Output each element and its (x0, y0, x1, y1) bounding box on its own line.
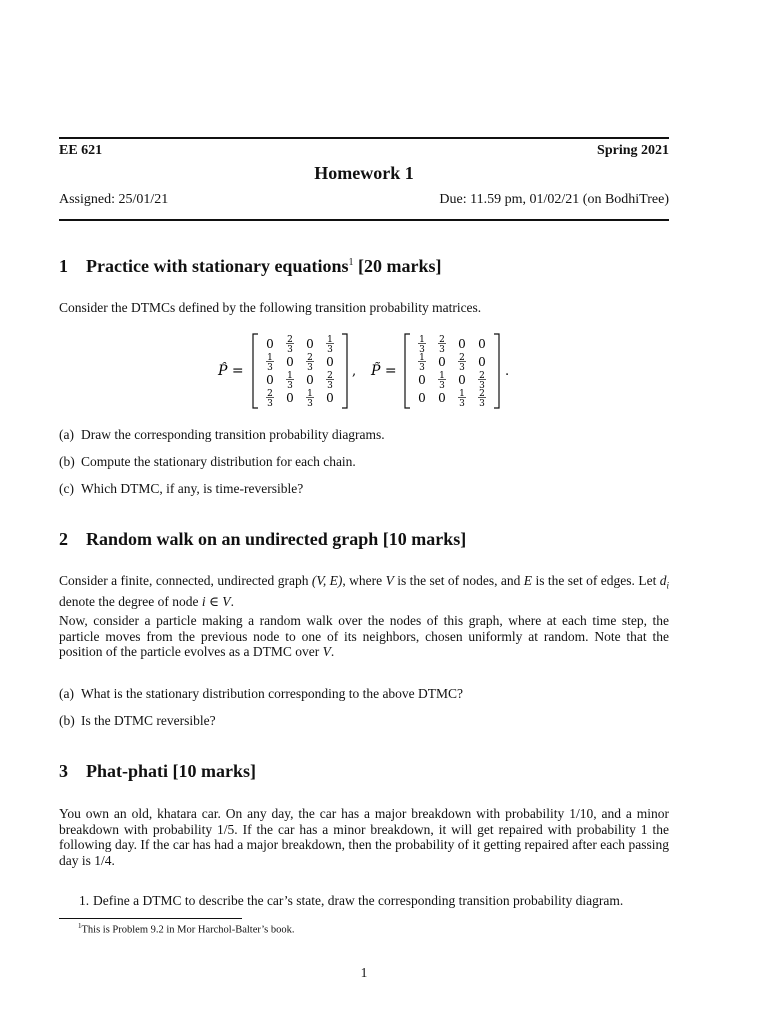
math-sub-i: i (666, 580, 669, 591)
page-number: 1 (360, 965, 368, 980)
section-title: Phat-phati [10 marks] (86, 761, 256, 781)
matrix-comma: , (352, 364, 357, 379)
entry: 0 (438, 391, 446, 405)
matrix-hat-cell (286, 355, 294, 369)
matrix-tilde-cell (478, 371, 486, 391)
denominator: 3 (307, 363, 313, 373)
denominator: 3 (327, 345, 333, 355)
footnote-mark: 1 (78, 922, 82, 930)
matrix-hat-cell (286, 371, 294, 391)
footnote (78, 922, 295, 936)
numerator: 1 (287, 371, 293, 381)
entry: 0 (266, 373, 274, 387)
denominator: 3 (479, 381, 485, 391)
section-3-heading (59, 761, 256, 782)
matrix-tilde-cell (418, 353, 426, 373)
math-d: d (659, 573, 667, 588)
matrix-hat-cell (306, 353, 314, 373)
matrix-tilde-cell (418, 391, 426, 405)
matrix-tilde-cell (458, 337, 466, 351)
denominator: 3 (419, 363, 425, 373)
math-v: V (385, 573, 394, 588)
section-1-heading (59, 256, 441, 277)
section-3-item-1 (79, 893, 623, 909)
entry: 0 (286, 355, 294, 369)
page-title: Homework 1 (314, 163, 414, 183)
matrix-tilde-cell (458, 373, 466, 387)
matrix-tilde-cell (438, 391, 446, 405)
math-v: V (322, 644, 331, 659)
course-code: EE 621 (59, 143, 103, 158)
matrix-tilde-cell (458, 353, 466, 373)
matrix-hat-cell (326, 335, 334, 355)
item-label: (c) (59, 481, 74, 496)
matrix-hat-cell (266, 389, 274, 409)
section-1-intro: Consider the DTMCs defined by the following transition probability matrices. (59, 300, 482, 315)
matrix-tilde-left-bracket (405, 334, 410, 408)
item-label: (a) (59, 686, 74, 701)
denominator: 3 (307, 399, 313, 409)
footnote-rule (59, 918, 242, 919)
matrix-hat-cell (326, 355, 334, 369)
numerator: 2 (267, 389, 273, 399)
entry: 0 (326, 355, 334, 369)
denominator: 3 (287, 381, 293, 391)
entry: 0 (418, 373, 426, 387)
item-label: (a) (59, 427, 74, 442)
due-date: Due: 11.59 pm, 01/02/21 (on BodhiTree) (439, 192, 669, 207)
matrix-hat (266, 335, 334, 409)
item-text: Define a DTMC to describe the car’s state, draw the corresponding transition probability diagram. (93, 893, 624, 908)
matrix-tilde-cell (458, 389, 466, 409)
text-run: . (330, 644, 335, 659)
matrix-tilde-cell (438, 335, 446, 355)
section-number: 3 (59, 761, 68, 781)
denominator: 3 (267, 399, 273, 409)
section-2-para-2 (59, 613, 669, 660)
section-number: 2 (59, 529, 68, 549)
denominator: 3 (439, 345, 445, 355)
matrix-hat-cell (306, 373, 314, 387)
section-marks: [20 marks] (357, 256, 442, 276)
matrix-tilde-cell (438, 371, 446, 391)
entry: 0 (326, 391, 334, 405)
numerator: 1 (419, 335, 425, 345)
numerator: 2 (479, 371, 485, 381)
entry: 0 (438, 355, 446, 369)
matrix-tilde-cell (478, 389, 486, 409)
entry: 0 (478, 355, 486, 369)
entry: 0 (458, 337, 466, 351)
matrix-hat-label: P̂ = (218, 363, 244, 379)
matrix-hat-left-bracket (253, 334, 258, 408)
numerator: 2 (327, 371, 333, 381)
numerator: 2 (287, 335, 293, 345)
item-label: (b) (59, 713, 75, 728)
entry: 0 (286, 391, 294, 405)
matrix-hat-cell (266, 373, 274, 387)
entry: 0 (478, 337, 486, 351)
section-1-item-b (59, 454, 356, 470)
numerator: 1 (459, 389, 465, 399)
section-2-para-1 (59, 573, 669, 610)
text-run: . (230, 594, 234, 610)
matrix-hat-right-bracket (342, 334, 347, 408)
item-label: (b) (59, 454, 75, 469)
matrix-hat-cell (286, 335, 294, 355)
denominator: 3 (459, 363, 465, 373)
section-2-item-b (59, 713, 216, 729)
numerator: 2 (459, 353, 465, 363)
numerator: 2 (439, 335, 445, 345)
math-e: E (523, 573, 533, 588)
math-graph: (V, E) (311, 573, 343, 588)
footnote-text: This is Problem 9.2 in Mor Harchol-Balter’s book. (81, 924, 295, 936)
item-text: What is the stationary distribution corresponding to the above DTMC? (81, 686, 464, 701)
item-text: Is the DTMC reversible? (81, 713, 216, 728)
section-1-item-c (59, 481, 303, 497)
numerator: 1 (419, 353, 425, 363)
matrix-tilde-cell (478, 337, 486, 351)
matrix-tilde-cell (478, 355, 486, 369)
item-text: Draw the corresponding transition probability diagrams. (81, 427, 385, 442)
denominator: 3 (327, 381, 333, 391)
entry: 0 (458, 373, 466, 387)
matrix-period: . (505, 364, 510, 379)
numerator: 2 (307, 353, 313, 363)
matrix-tilde-label: P̃ = (371, 363, 397, 379)
term: Spring 2021 (597, 143, 669, 158)
item-label: 1. (79, 893, 90, 908)
entry: 0 (266, 337, 274, 351)
matrix-tilde-right-bracket (494, 334, 499, 408)
section-3-para: You own an old, khatara car. On any day, the car has a major breakdown with probability 1/10, and a minor breakdown with probability 1/5. If the car has a minor breakdown, it will get repaired with probability 1 the following day. If the car has had a major breakdown, then the probability of it getting repaired after each passing day is 1/4. (59, 806, 669, 868)
matrix-hat-cell (266, 337, 274, 351)
denominator: 3 (459, 399, 465, 409)
item-text: Which DTMC, if any, is time-reversible? (81, 481, 304, 496)
numerator: 1 (439, 371, 445, 381)
numerator: 2 (479, 389, 485, 399)
text-run: denote the degree of node (59, 594, 202, 610)
text-run: Now, consider a particle making a random walk over the nodes of this graph, where at each time step, the particle moves from the previous node to one of its neighbors, chosen uniformly at random. Note that the position of the particle evolves as a DTMC over (59, 613, 669, 659)
matrices (200, 330, 540, 412)
section-2-heading (59, 529, 466, 550)
matrix-tilde (418, 335, 486, 409)
item-text: Compute the stationary distribution for each chain. (81, 454, 356, 469)
section-1-item-a (59, 427, 385, 443)
denominator: 3 (287, 345, 293, 355)
section-number: 1 (59, 256, 68, 276)
denominator: 3 (419, 345, 425, 355)
matrix-tilde-cell (418, 373, 426, 387)
matrix-hat-cell (286, 391, 294, 405)
entry: 0 (306, 337, 314, 351)
section-2-item-a (59, 686, 463, 702)
matrix-hat-cell (306, 389, 314, 409)
matrix-tilde-cell (438, 355, 446, 369)
matrix-hat-cell (266, 353, 274, 373)
header-bottom-rule (59, 219, 669, 221)
denominator: 3 (267, 363, 273, 373)
numerator: 1 (267, 353, 273, 363)
matrix-hat-cell (306, 337, 314, 351)
numerator: 1 (327, 335, 333, 345)
entry: 0 (418, 391, 426, 405)
denominator: 3 (439, 381, 445, 391)
numerator: 1 (307, 389, 313, 399)
math-i-in-v: i ∈ V (201, 594, 231, 610)
text-run: , where (342, 573, 386, 588)
section-title: Practice with stationary equations (86, 256, 349, 276)
matrix-tilde-cell (418, 335, 426, 355)
text-run: is the set of edges. Let (532, 573, 660, 588)
matrix-hat-cell (326, 371, 334, 391)
entry: 0 (306, 373, 314, 387)
section-title: Random walk on an undirected graph [10 marks] (86, 529, 467, 549)
assigned-date: Assigned: 25/01/21 (59, 192, 169, 207)
denominator: 3 (479, 399, 485, 409)
text-run: Consider a finite, connected, undirected graph (59, 573, 312, 588)
text-run: is the set of nodes, and (393, 573, 524, 588)
matrix-hat-cell (326, 391, 334, 405)
header-top-rule (59, 137, 669, 139)
footnote-mark: 1 (348, 257, 354, 268)
